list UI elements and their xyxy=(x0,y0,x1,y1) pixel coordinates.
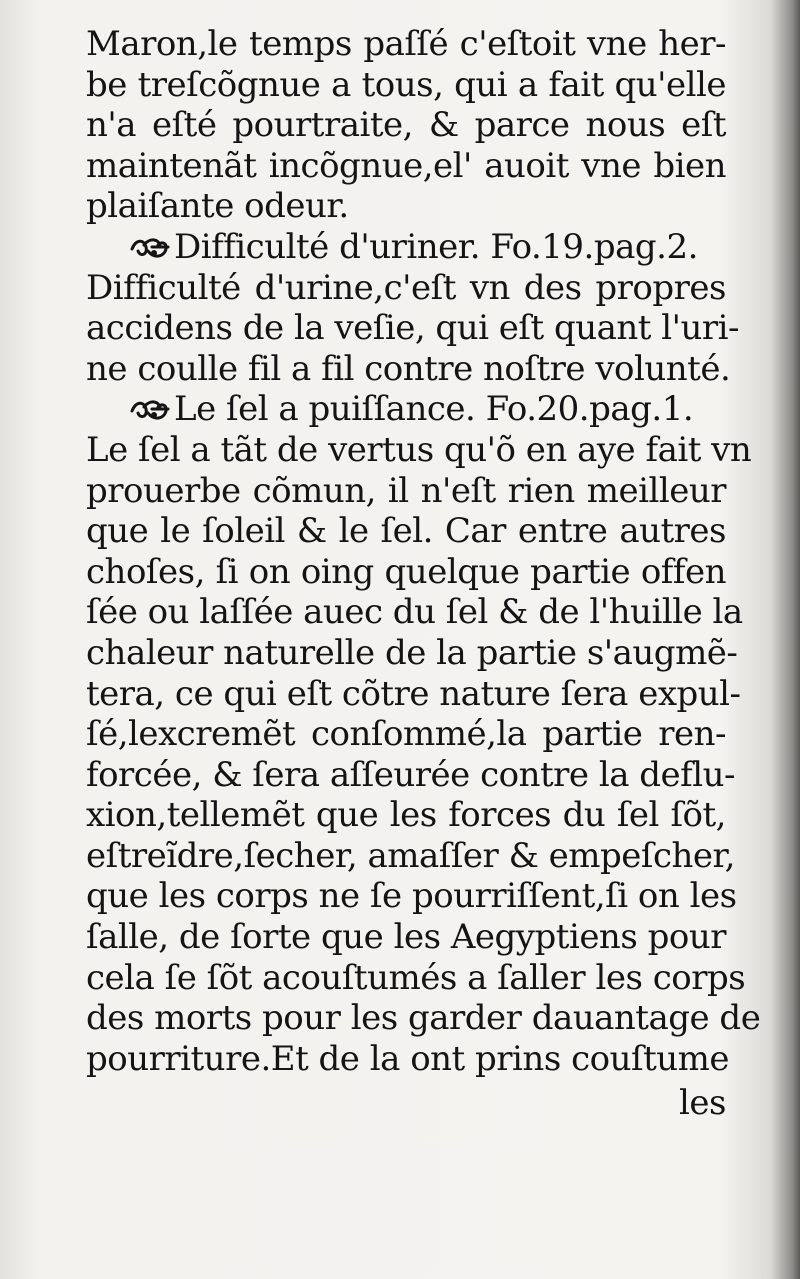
catchword: les xyxy=(679,1083,726,1124)
text-line: plaiſante odeur. xyxy=(86,186,349,227)
text-line: maintenãt incõgnue,el' auoit vne bien xyxy=(86,145,726,186)
text-line: pourriture.Et de la ont prins couſtume xyxy=(86,1038,729,1079)
section-heading xyxy=(86,389,726,430)
text-line: Difficulté d'urine,c'eſt vn des propres xyxy=(86,267,726,308)
page-text xyxy=(86,24,761,1124)
text-line: ne coulle fil a fil contre noſtre volunté. xyxy=(86,348,731,389)
section-heading xyxy=(86,227,726,268)
text-line: ſée ou laſſée auec du ſel & de l'huille la xyxy=(86,592,743,633)
text-line: accidens de la veſie, qui eſt quant l'uri- xyxy=(86,308,739,349)
fleuron-icon xyxy=(130,397,170,423)
text-line: tera, ce qui eſt cõtre nature ſera expul- xyxy=(86,673,741,714)
fleuron-icon xyxy=(130,235,170,261)
text-line: prouerbe cõmun, il n'eſt rien meilleur xyxy=(86,470,726,511)
text-line: forcée, & ſera aſſeurée contre la deflu- xyxy=(86,754,736,795)
text-line: choſes, ſi on oing quelque partie offen xyxy=(86,551,726,592)
text-line: Maron,le temps paſſé c'eſtoit vne her- xyxy=(86,24,726,64)
text-line: cela ſe ſõt acouſtumés a ſaller les corps xyxy=(86,957,746,998)
text-line: Le ſel a tãt de vertus qu'õ en aye fait vn xyxy=(86,429,752,470)
heading-text: Le ſel a puiſſance. Fo.20.pag.1. xyxy=(174,389,694,430)
text-line: que les corps ne ſe pourriſſent,ſi on les xyxy=(86,876,737,917)
text-line: be treſcõgnue a tous, qui a fait qu'elle xyxy=(86,64,726,105)
text-line: xion,tellemẽt que les forces du ſel ſõt, xyxy=(86,795,726,836)
text-line: que le ſoleil & le ſel. Car entre autres xyxy=(86,511,726,552)
text-line: ſalle, de ſorte que les Aegyptiens pour xyxy=(86,917,726,958)
text-line: ſé,lexcremẽt conſommé,la partie ren- xyxy=(86,714,726,755)
text-line: eſtreĩdre,ſecher, amaſſer & empeſcher, xyxy=(86,835,735,876)
text-line: chaleur naturelle de la partie s'augmẽ- xyxy=(86,632,738,673)
text-line: des morts pour les garder dauantage de xyxy=(86,998,761,1039)
heading-text: Difficulté d'uriner. Fo.19.pag.2. xyxy=(174,226,698,267)
text-line: n'a eſté pourtraite, & parce nous eſt xyxy=(86,105,726,146)
